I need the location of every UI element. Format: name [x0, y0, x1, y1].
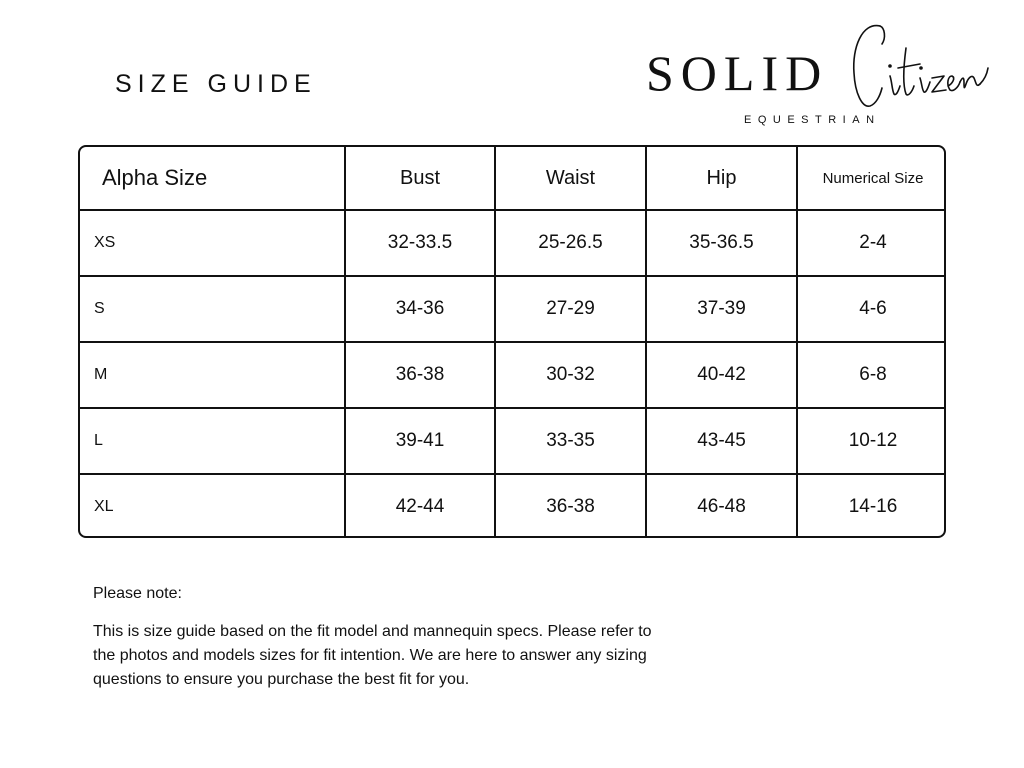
- cell-numerical-size: 4-6: [797, 276, 946, 342]
- table-row: [80, 342, 946, 408]
- logo-script-signature: [840, 18, 990, 113]
- size-table: [78, 145, 946, 538]
- table-row: [80, 474, 946, 538]
- page-title: SIZE GUIDE: [115, 70, 317, 98]
- cell-waist: 25-26.5: [495, 210, 646, 276]
- cell-numerical-size: 6-8: [797, 342, 946, 408]
- cell-bust: 36-38: [345, 342, 495, 408]
- logo-tagline: EQUESTRIAN: [744, 114, 881, 126]
- table-row: [80, 276, 946, 342]
- cell-waist: 33-35: [495, 408, 646, 474]
- column-header-bust: Bust: [345, 147, 495, 210]
- cell-hip: 40-42: [646, 342, 797, 408]
- cell-waist: 27-29: [495, 276, 646, 342]
- logo-wordmark: SOLID: [646, 45, 829, 101]
- brand-logo: [640, 18, 1000, 133]
- column-header-hip: Hip: [646, 147, 797, 210]
- cell-hip: 37-39: [646, 276, 797, 342]
- cell-waist: 36-38: [495, 474, 646, 538]
- column-header-waist: Waist: [495, 147, 646, 210]
- cell-hip: 43-45: [646, 408, 797, 474]
- column-header-numerical-size: Numerical Size: [797, 147, 946, 210]
- table-header-row: [80, 147, 946, 210]
- cell-alpha-size: S: [80, 276, 345, 342]
- cell-hip: 35-36.5: [646, 210, 797, 276]
- table-row: [80, 210, 946, 276]
- cell-alpha-size: L: [80, 408, 345, 474]
- table-row: [80, 408, 946, 474]
- cell-bust: 34-36: [345, 276, 495, 342]
- cell-bust: 32-33.5: [345, 210, 495, 276]
- cell-numerical-size: 2-4: [797, 210, 946, 276]
- note-heading: Please note:: [93, 585, 182, 602]
- cell-waist: 30-32: [495, 342, 646, 408]
- cell-hip: 46-48: [646, 474, 797, 538]
- note-body: This is size guide based on the fit model and mannequin specs. Please refer to the photos and models sizes for fit intention. We are here to answer any sizing questions to ensure you purchase the best fit for you.: [93, 623, 652, 688]
- column-header-alpha-size: Alpha Size: [80, 147, 345, 210]
- cell-alpha-size: M: [80, 342, 345, 408]
- cell-alpha-size: XS: [80, 210, 345, 276]
- cell-alpha-size: XL: [80, 474, 345, 538]
- cell-bust: 39-41: [345, 408, 495, 474]
- cell-bust: 42-44: [345, 474, 495, 538]
- cell-numerical-size: 10-12: [797, 408, 946, 474]
- cell-numerical-size: 14-16: [797, 474, 946, 538]
